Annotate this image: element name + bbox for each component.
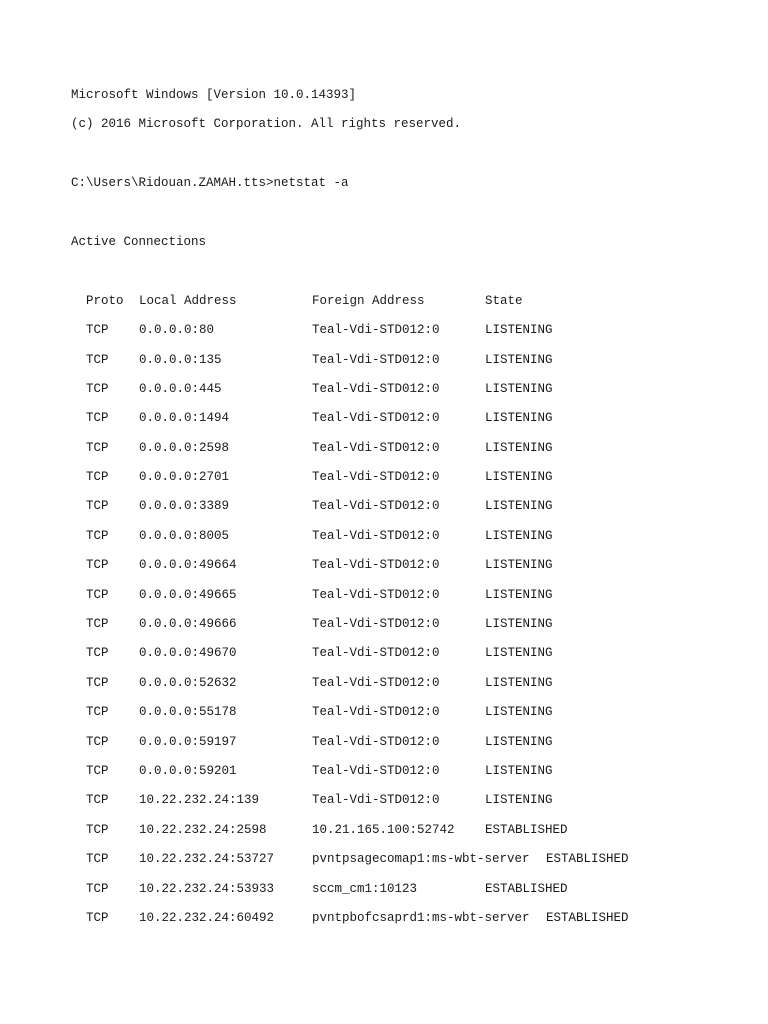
cell-foreign-address: Teal-Vdi-STD012:0: [312, 411, 440, 426]
cell-state: LISTENING: [485, 646, 553, 661]
cell-proto: TCP: [86, 822, 109, 837]
cell-foreign-address: Teal-Vdi-STD012:0: [312, 499, 440, 514]
cell-proto: TCP: [86, 646, 109, 661]
cell-proto: TCP: [86, 528, 109, 543]
cell-foreign-address: pvntpsagecomap1:ms-wbt-server: [312, 852, 530, 867]
cell-proto: TCP: [86, 440, 109, 455]
table-row: [86, 881, 768, 910]
cell-state: LISTENING: [485, 587, 553, 602]
cell-state: ESTABLISHED: [485, 881, 568, 896]
cell-proto: TCP: [86, 558, 109, 573]
cell-foreign-address: Teal-Vdi-STD012:0: [312, 587, 440, 602]
table-row: [86, 645, 768, 674]
console-document: [71, 87, 768, 939]
column-header-foreign-address: Foreign Address: [312, 293, 425, 308]
cell-local-address: 0.0.0.0:49670: [139, 646, 237, 661]
cell-local-address: 0.0.0.0:49666: [139, 617, 237, 632]
cell-local-address: 10.22.232.24:53933: [139, 881, 275, 896]
cell-foreign-address: Teal-Vdi-STD012:0: [312, 705, 440, 720]
connections-table: [86, 293, 768, 940]
table-row: [86, 792, 768, 821]
cell-foreign-address: 10.21.165.100:52742: [312, 822, 455, 837]
cell-state: LISTENING: [485, 617, 553, 632]
cell-local-address: 10.22.232.24:60492: [139, 910, 275, 925]
cell-local-address: 0.0.0.0:1494: [139, 411, 230, 426]
cell-local-address: 0.0.0.0:2598: [139, 440, 230, 455]
cell-state: LISTENING: [485, 499, 553, 514]
cell-foreign-address: Teal-Vdi-STD012:0: [312, 352, 440, 367]
cell-foreign-address: pvntpbofcsaprd1:ms-wbt-server: [312, 910, 530, 925]
cell-state: ESTABLISHED: [546, 910, 629, 925]
cell-local-address: 0.0.0.0:49665: [139, 587, 237, 602]
table-row: [86, 498, 768, 527]
cell-state: LISTENING: [485, 705, 553, 720]
cell-foreign-address: Teal-Vdi-STD012:0: [312, 381, 440, 396]
cell-proto: TCP: [86, 323, 109, 338]
table-row: [86, 851, 768, 880]
section-title: Active Connections: [71, 234, 207, 249]
cell-local-address: 10.22.232.24:53727: [139, 852, 275, 867]
cell-proto: TCP: [86, 675, 109, 690]
cell-state: LISTENING: [485, 352, 553, 367]
cell-foreign-address: Teal-Vdi-STD012:0: [312, 646, 440, 661]
cell-state: LISTENING: [485, 558, 553, 573]
cell-proto: TCP: [86, 352, 109, 367]
cell-state: LISTENING: [485, 763, 553, 778]
column-header-state: State: [485, 293, 523, 308]
cell-proto: TCP: [86, 793, 109, 808]
blank-line: [71, 263, 768, 292]
table-row: [86, 557, 768, 586]
table-row: [86, 440, 768, 469]
cell-state: LISTENING: [485, 323, 553, 338]
cell-foreign-address: Teal-Vdi-STD012:0: [312, 440, 440, 455]
cell-local-address: 0.0.0.0:55178: [139, 705, 237, 720]
table-row: [86, 469, 768, 498]
blank-line: [71, 205, 768, 234]
table-row: [86, 704, 768, 733]
cell-state: LISTENING: [485, 411, 553, 426]
cell-proto: TCP: [86, 734, 109, 749]
cell-local-address: 0.0.0.0:49664: [139, 558, 237, 573]
table-row: [86, 528, 768, 557]
cell-foreign-address: Teal-Vdi-STD012:0: [312, 617, 440, 632]
cell-state: LISTENING: [485, 381, 553, 396]
column-header-proto: Proto: [86, 293, 124, 308]
table-row: [86, 381, 768, 410]
copyright-line: (c) 2016 Microsoft Corporation. All rights reserved.: [71, 117, 462, 132]
table-row: [86, 822, 768, 851]
cell-proto: TCP: [86, 763, 109, 778]
cell-foreign-address: Teal-Vdi-STD012:0: [312, 528, 440, 543]
cell-state: ESTABLISHED: [546, 852, 629, 867]
cell-state: LISTENING: [485, 734, 553, 749]
cell-proto: TCP: [86, 705, 109, 720]
cell-proto: TCP: [86, 852, 109, 867]
cell-proto: TCP: [86, 499, 109, 514]
cell-local-address: 0.0.0.0:3389: [139, 499, 230, 514]
cell-proto: TCP: [86, 617, 109, 632]
cell-local-address: 10.22.232.24:2598: [139, 822, 267, 837]
cell-state: LISTENING: [485, 793, 553, 808]
cell-foreign-address: sccm_cm1:10123: [312, 881, 418, 896]
cell-proto: TCP: [86, 381, 109, 396]
cell-state: LISTENING: [485, 675, 553, 690]
table-row: [86, 763, 768, 792]
cell-proto: TCP: [86, 881, 109, 896]
cell-state: LISTENING: [485, 470, 553, 485]
table-row: [86, 675, 768, 704]
cell-foreign-address: Teal-Vdi-STD012:0: [312, 470, 440, 485]
column-header-local-address: Local Address: [139, 293, 237, 308]
cell-proto: TCP: [86, 587, 109, 602]
cell-local-address: 0.0.0.0:80: [139, 323, 215, 338]
cell-proto: TCP: [86, 411, 109, 426]
table-row: [86, 352, 768, 381]
cell-state: ESTABLISHED: [485, 822, 568, 837]
cell-local-address: 0.0.0.0:8005: [139, 528, 230, 543]
cell-foreign-address: Teal-Vdi-STD012:0: [312, 793, 440, 808]
table-row: [86, 616, 768, 645]
table-row: [86, 910, 768, 939]
version-line: Microsoft Windows [Version 10.0.14393]: [71, 88, 357, 102]
cell-state: LISTENING: [485, 440, 553, 455]
command-prompt-line: C:\Users\Ridouan.ZAMAH.tts>netstat -a: [71, 176, 349, 191]
table-row: [86, 734, 768, 763]
cell-foreign-address: Teal-Vdi-STD012:0: [312, 323, 440, 338]
cell-foreign-address: Teal-Vdi-STD012:0: [312, 763, 440, 778]
blank-line: [71, 146, 768, 175]
cell-local-address: 0.0.0.0:135: [139, 352, 222, 367]
cell-proto: TCP: [86, 470, 109, 485]
cell-local-address: 10.22.232.24:139: [139, 793, 260, 808]
table-row: [86, 410, 768, 439]
cell-foreign-address: Teal-Vdi-STD012:0: [312, 675, 440, 690]
cell-proto: TCP: [86, 910, 109, 925]
cell-foreign-address: Teal-Vdi-STD012:0: [312, 734, 440, 749]
table-row: [86, 322, 768, 351]
table-header-row: [86, 293, 768, 322]
cell-local-address: 0.0.0.0:2701: [139, 470, 230, 485]
cell-local-address: 0.0.0.0:59201: [139, 763, 237, 778]
cell-local-address: 0.0.0.0:59197: [139, 734, 237, 749]
cell-local-address: 0.0.0.0:445: [139, 381, 222, 396]
cell-state: LISTENING: [485, 528, 553, 543]
table-row: [86, 587, 768, 616]
cell-local-address: 0.0.0.0:52632: [139, 675, 237, 690]
cell-foreign-address: Teal-Vdi-STD012:0: [312, 558, 440, 573]
